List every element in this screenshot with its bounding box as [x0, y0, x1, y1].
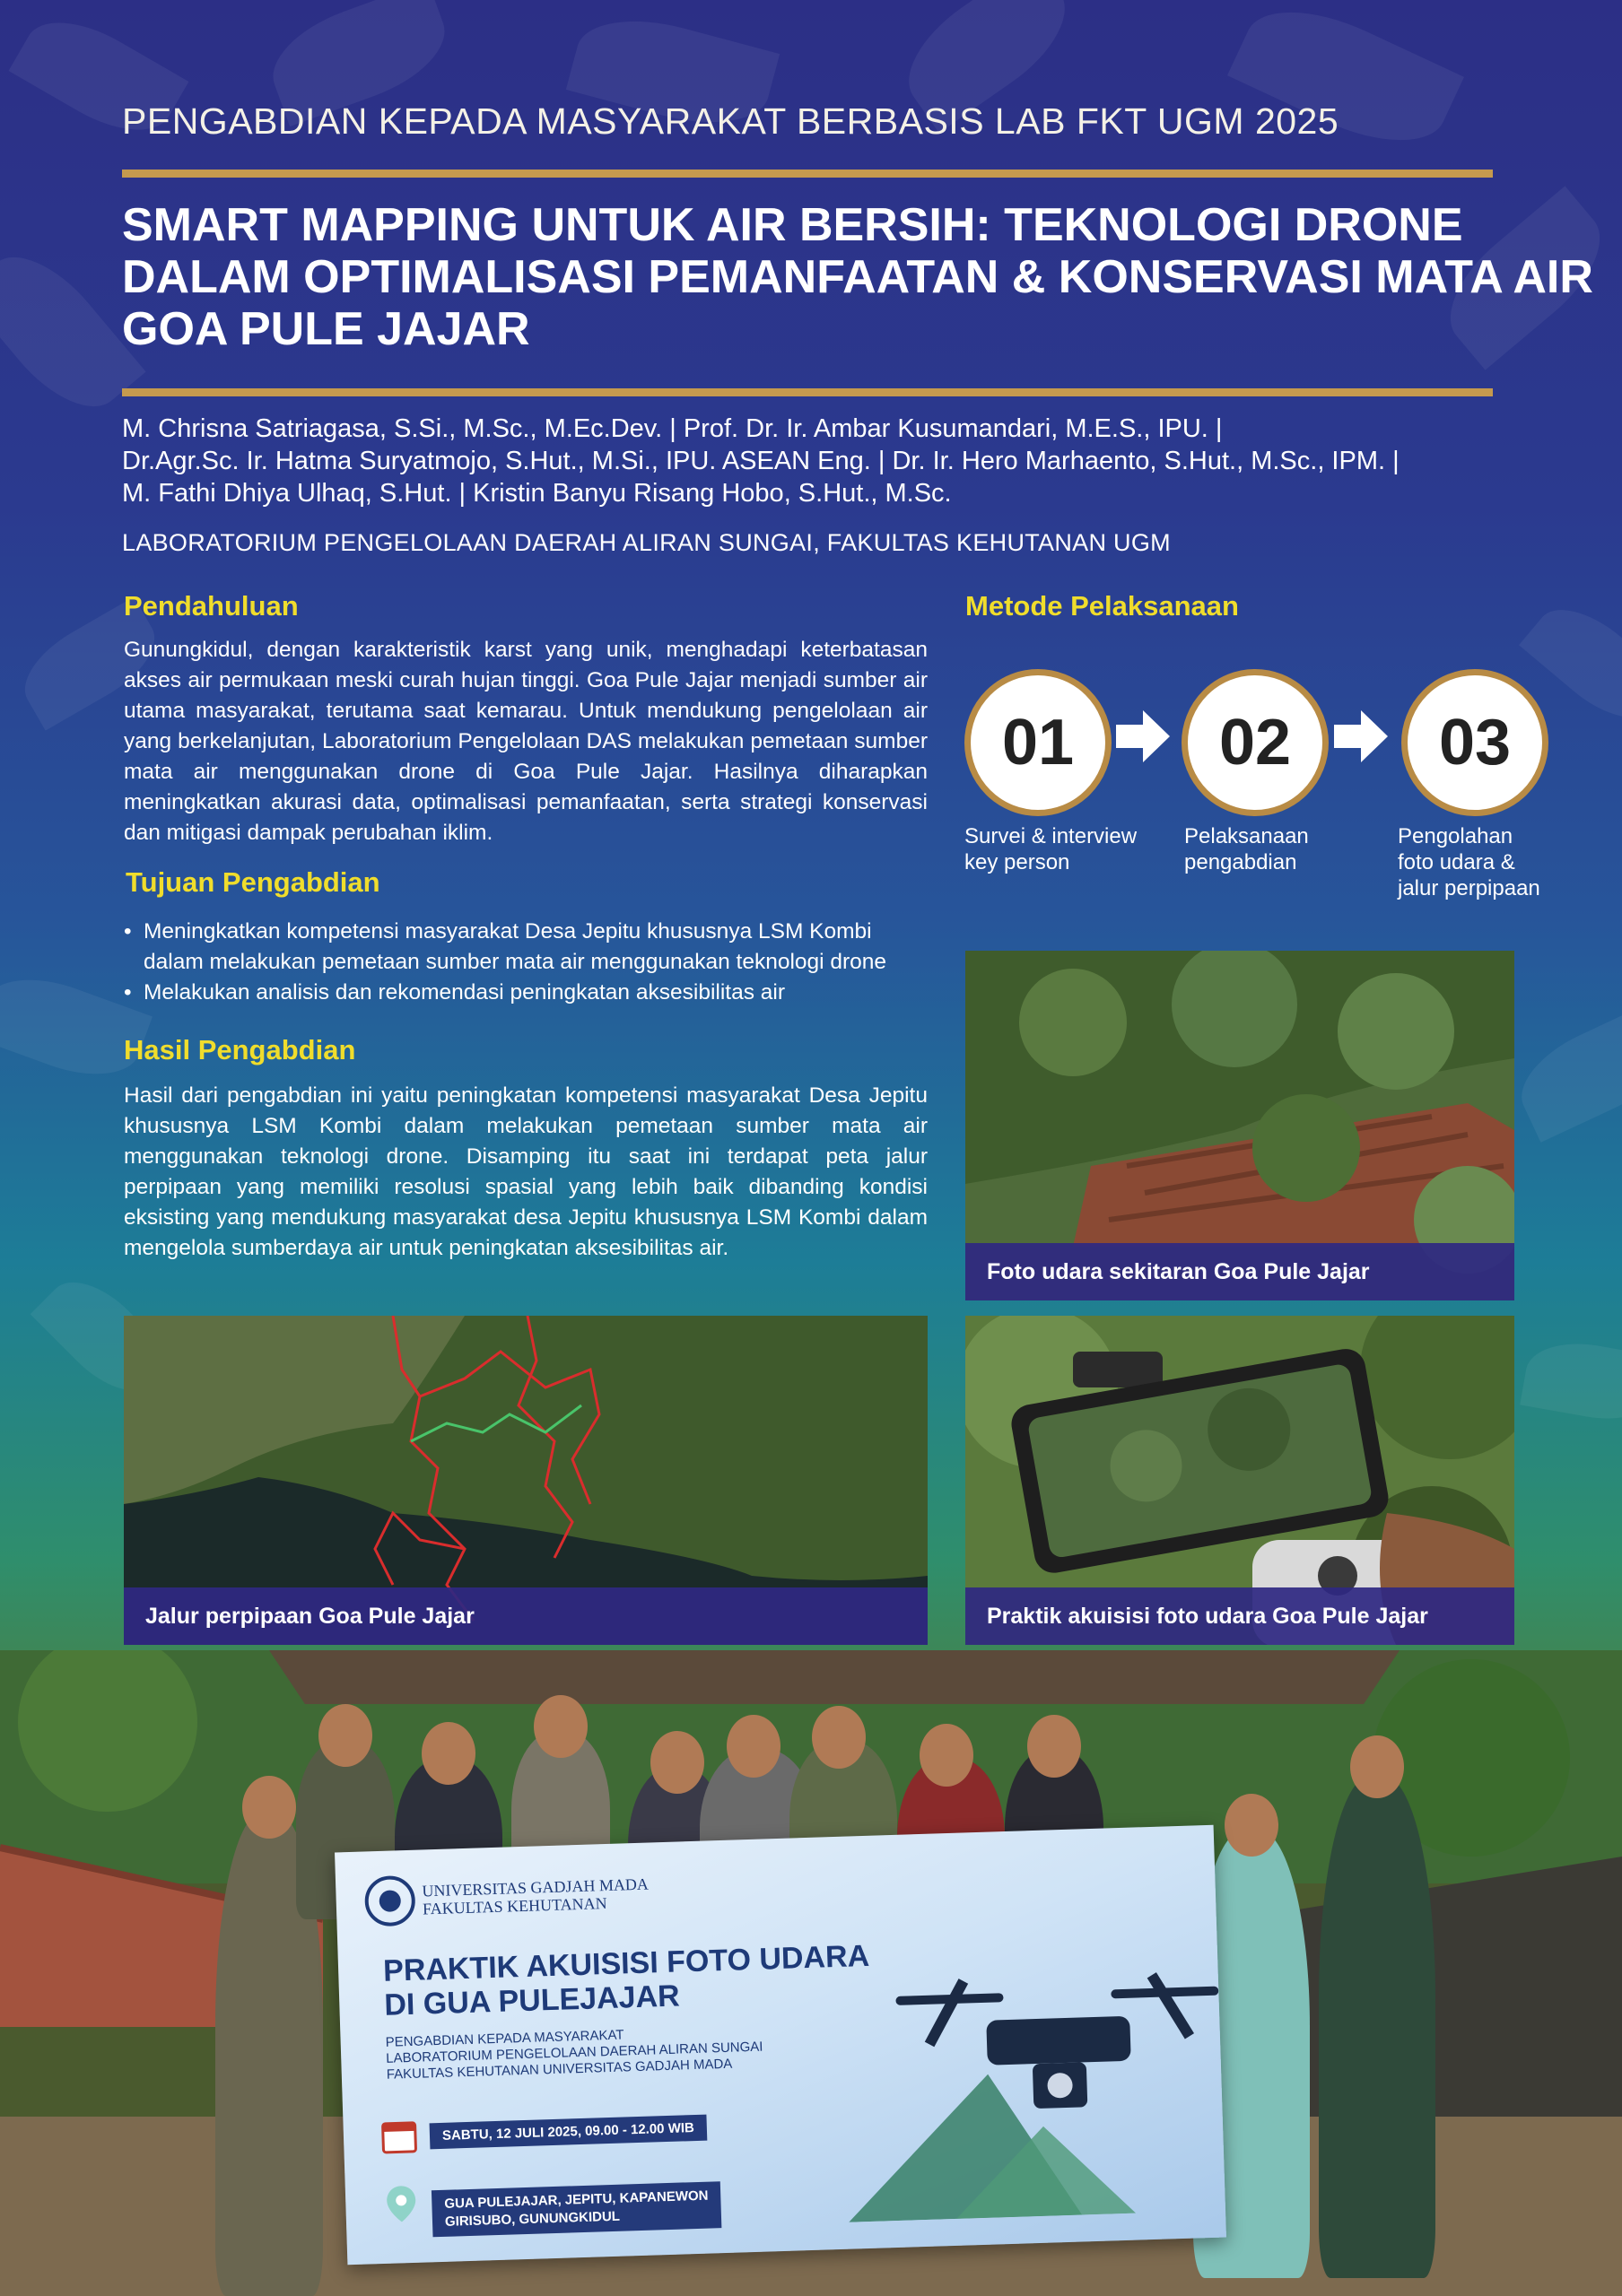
person-head [1350, 1735, 1404, 1798]
tujuan-list [124, 917, 928, 1008]
calendar-icon [379, 2116, 419, 2156]
banner-location: GUA PULEJAJAR, JEPITU, KAPANEWON GIRISUBO, GUNUNGKIDUL [432, 2181, 722, 2237]
authors-line-1: M. Chrisna Satriagasa, S.Si., M.Sc., M.Ec.Dev. | Prof. Dr. Ir. Ambar Kusumandari, M.E.S., IPU. | [122, 414, 1223, 443]
authors-line-2: Dr.Agr.Sc. Ir. Hatma Suryatmojo, S.Hut., M.Si., IPU. ASEAN Eng. | Dr. Ir. Hero Marhaento, S.Hut., M.Sc., IPM. | [122, 447, 1400, 475]
event-banner [335, 1825, 1226, 2266]
person-head [727, 1715, 780, 1778]
person-head [1027, 1715, 1081, 1778]
pendahuluan-body: Gunungkidul, dengan karakteristik karst yang unik, menghadapi keterbatasan akses air permukaan meski curah hujan tinggi. Goa Pule Jajar menjadi sumber air utama masyarakat, terutama saat kemarau. Untuk mendukung pengelolaan air yang berkelanjutan, Laboratorium Pengelolaan DAS melakukan pemetaan sumber mata air menggunakan drone di Goa Pule Jajar. Hasilnya diharapkan meningkatkan akurasi data, optimalisasi pemanfaatan, serta strategi konservasi dan mitigasi dampak perubahan iklim. [124, 638, 928, 845]
arrow-right-icon [1116, 709, 1172, 764]
step-circle-1: 01 [964, 669, 1112, 816]
authors-line-3: M. Fathi Dhiya Ulhaq, S.Hut. | Kristin Banyu Risang Hobo, S.Hut., M.Sc. [122, 479, 952, 508]
authors [122, 413, 1593, 509]
metode-heading: Metode Pelaksanaan [965, 590, 1239, 622]
step-label-3: Pengolahan foto udara & jalur perpipaan [1398, 824, 1540, 900]
hasil-body: Hasil dari pengabdian ini yaitu peningkatan kompetensi masyarakat Desa Jepitu khususnya LSM Kombi dalam melakukan pemetaan sumber mata air menggunakan teknologi drone. Disamping itu saat ini terdapat peta jalur perpipaan yang memiliki resolusi spasial yang lebih baik dibanding kondisi eksisting yang mendukung masyarakat desa Jepitu khususnya LSM Kombi dalam mengelola sumberdaya air untuk peningkatan aksesibilitas air. [124, 1083, 928, 1260]
pendahuluan-heading: Pendahuluan [124, 590, 299, 622]
hasil-heading: Hasil Pengabdian [124, 1034, 356, 1065]
group-photo [0, 1650, 1622, 2296]
person-head [318, 1704, 372, 1767]
person [1319, 1776, 1435, 2278]
banner-university: UNIVERSITAS GADJAH MADA FAKULTAS KEHUTANAN [422, 1874, 650, 1918]
arrow-right-icon [1334, 709, 1390, 764]
pipeline-map-caption: Jalur perpipaan Goa Pule Jajar [124, 1587, 928, 1645]
lab-affiliation: LABORATORIUM PENGELOLAAN DAERAH ALIRAN SUNGAI, FAKULTAS KEHUTANAN UGM [122, 529, 1171, 556]
step-label-1: Survei & interview key person [964, 824, 1138, 874]
aerial-photo-caption: Foto udara sekitaran Goa Pule Jajar [965, 1243, 1514, 1300]
page-title: SMART MAPPING UNTUK AIR BERSIH: TEKNOLOGI DRONE DALAM OPTIMALISASI PEMANFAATAN & KONSERVASI MATA AIR GOA PULE JAJAR [122, 199, 1593, 355]
step-circle-3: 03 [1401, 669, 1548, 816]
person-head [812, 1706, 866, 1769]
banner-date: SABTU, 12 JULI 2025, 09.00 - 12.00 WIB [430, 2115, 708, 2150]
person-head [650, 1731, 704, 1794]
tujuan-heading: Tujuan Pengabdian [126, 866, 380, 898]
gold-divider-top [122, 170, 1493, 178]
person-head [920, 1724, 973, 1787]
header-kicker: PENGABDIAN KEPADA MASYARAKAT BERBASIS LAB FKT UGM 2025 [122, 100, 1339, 142]
drone-icon [840, 1915, 1225, 2222]
step-label-2: Pelaksanaan pengabdian [1184, 824, 1309, 874]
phone-photo [965, 1316, 1514, 1645]
list-item: • Meningkatkan kompetensi masyarakat Desa Jepitu khususnya LSM Kombi dalam melakukan pemetaan sumber mata air menggunakan teknologi drone [124, 917, 928, 978]
person-head [534, 1695, 588, 1758]
aerial-photo [965, 951, 1514, 1300]
banner-title: PRAKTIK AKUISISI FOTO UDARA DI GUA PULEJAJAR [382, 1938, 870, 2022]
list-item: • Melakukan analisis dan rekomendasi peningkatan aksesibilitas air [124, 978, 928, 1008]
person-head [242, 1776, 296, 1839]
location-pin-icon [385, 2184, 418, 2224]
step-circle-2: 02 [1182, 669, 1329, 816]
ugm-logo-icon [362, 1874, 418, 1929]
banner-subtitle: PENGABDIAN KEPADA MASYARAKAT LABORATORIUM PENGELOLAAN DAERAH ALIRAN SUNGAI FAKULTAS KEHUTANAN UNIVERSITAS GADJAH MADA [385, 2027, 763, 2083]
gold-divider-bottom [122, 388, 1493, 396]
person-head [422, 1722, 475, 1785]
pipeline-map [124, 1316, 928, 1645]
person-head [1225, 1794, 1278, 1857]
phone-photo-caption: Praktik akuisisi foto udara Goa Pule Jajar [965, 1587, 1514, 1645]
